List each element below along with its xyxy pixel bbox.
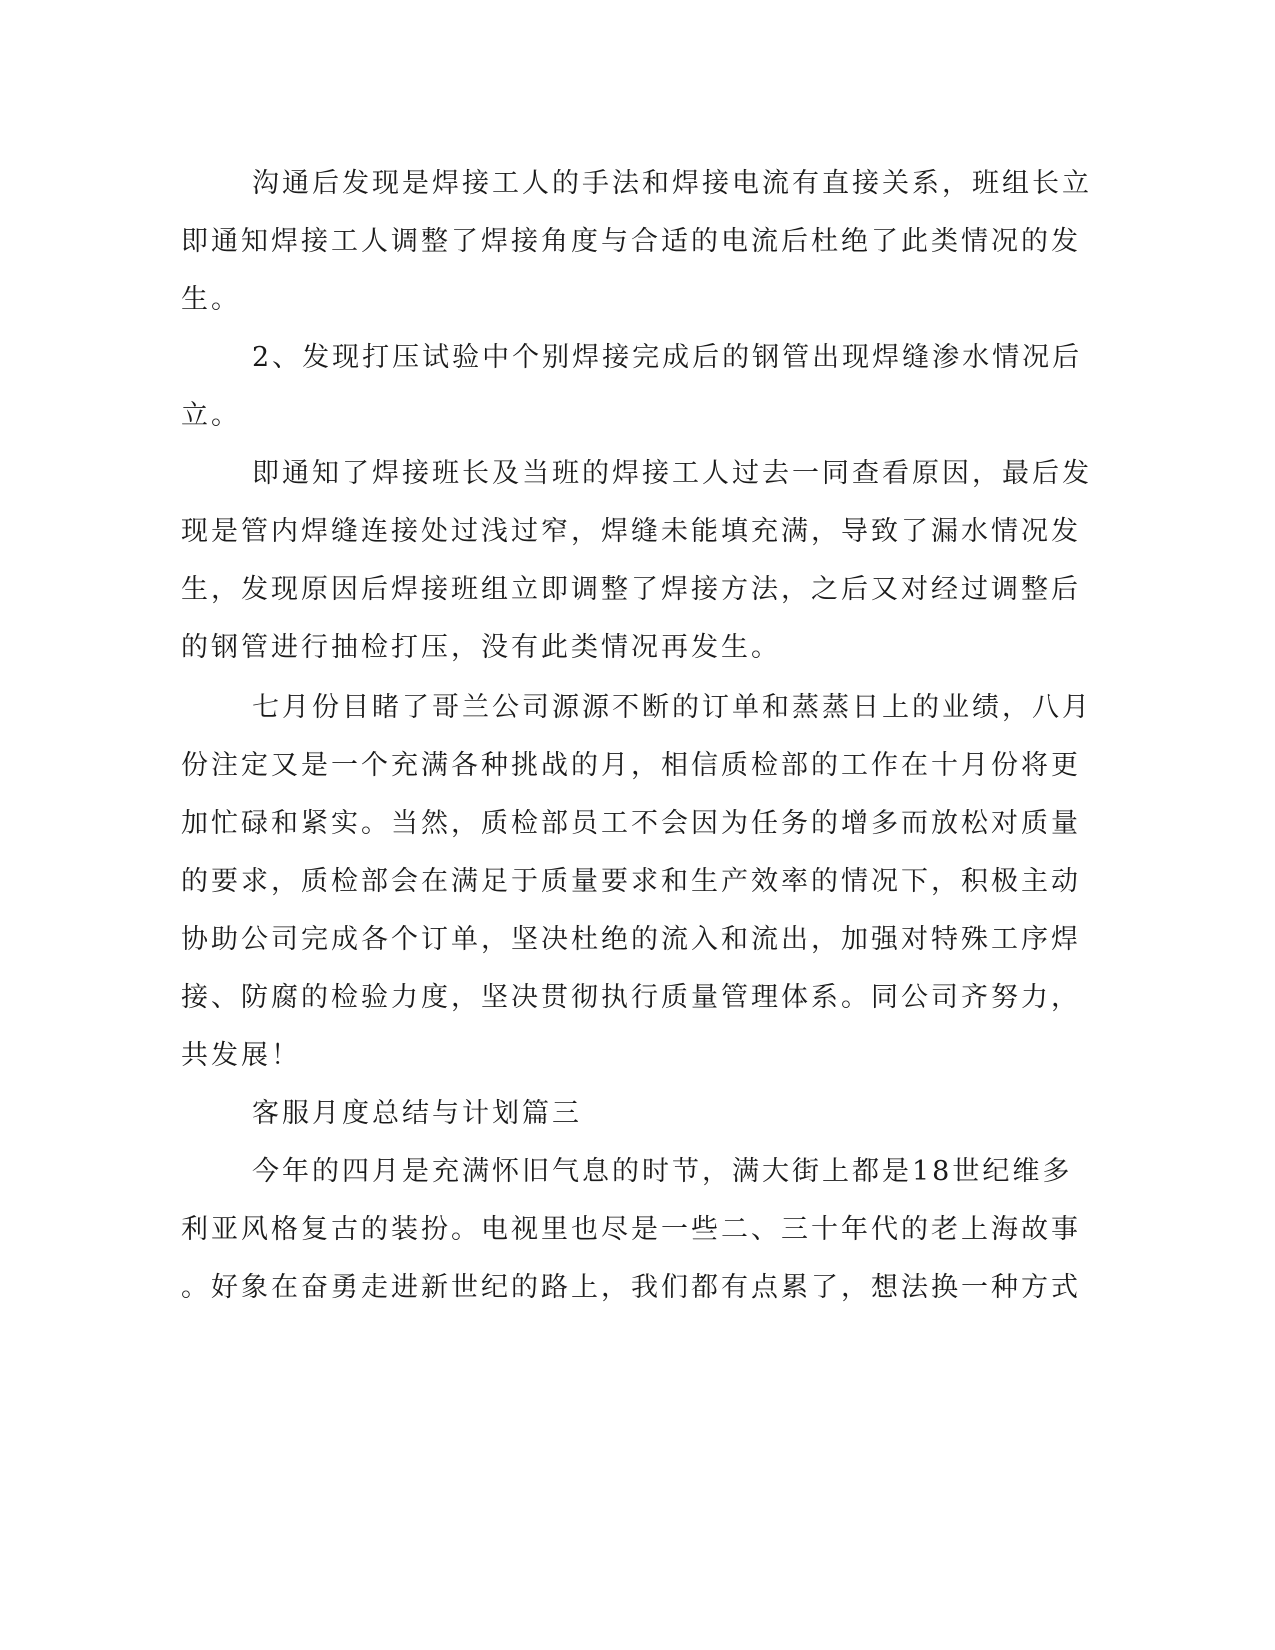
paragraph-2-line-2: 立。 [181,400,241,431]
paragraph-4-line-1: 七月份目睹了哥兰公司源源不断的订单和蒸蒸日上的业绩，八月 [252,692,1092,723]
paragraph-1-line-2: 即通知焊接工人调整了焊接角度与合适的电流后杜绝了此类情况的发 [181,226,1081,257]
paragraph-4-line-4: 的要求，质检部会在满足于质量要求和生产效率的情况下，积极主动 [181,866,1081,897]
paragraph-3-line-1: 即通知了焊接班长及当班的焊接工人过去一同查看原因，最后发 [252,458,1092,489]
paragraph-4-line-2: 份注定又是一个充满各种挑战的月，相信质检部的工作在十月份将更 [181,750,1081,781]
paragraph-4-line-3: 加忙碌和紧实。当然，质检部员工不会因为任务的增多而放松对质量 [181,808,1081,839]
paragraph-3-line-4: 的钢管进行抽检打压，没有此类情况再发生。 [181,632,781,663]
paragraph-1-line-3: 生。 [181,284,241,315]
paragraph-4-line-5: 协助公司完成各个订单，坚决杜绝的流入和流出，加强对特殊工序焊 [181,924,1081,955]
paragraph-6-line-3: 。好象在奋勇走进新世纪的路上，我们都有点累了，想法换一种方式 [181,1272,1081,1303]
paragraph-2-line-1: 2、发现打压试验中个别焊接完成后的钢管出现焊缝渗水情况后 [252,342,1083,373]
paragraph-4-line-7: 共发展！ [181,1040,301,1071]
paragraph-3-line-3: 生，发现原因后焊接班组立即调整了焊接方法，之后又对经过调整后 [181,574,1081,605]
paragraph-4-line-6: 接、防腐的检验力度，坚决贯彻执行质量管理体系。同公司齐努力， [181,982,1081,1013]
paragraph-6-line-2: 利亚风格复古的装扮。电视里也尽是一些二、三十年代的老上海故事 [181,1214,1081,1245]
paragraph-6-line-1: 今年的四月是充满怀旧气息的时节，满大街上都是18世纪维多 [252,1156,1073,1187]
section-heading: 客服月度总结与计划篇三 [252,1098,582,1129]
paragraph-1-line-1: 沟通后发现是焊接工人的手法和焊接电流有直接关系，班组长立 [252,168,1092,199]
paragraph-3-line-2: 现是管内焊缝连接处过浅过窄，焊缝未能填充满，导致了漏水情况发 [181,516,1081,547]
